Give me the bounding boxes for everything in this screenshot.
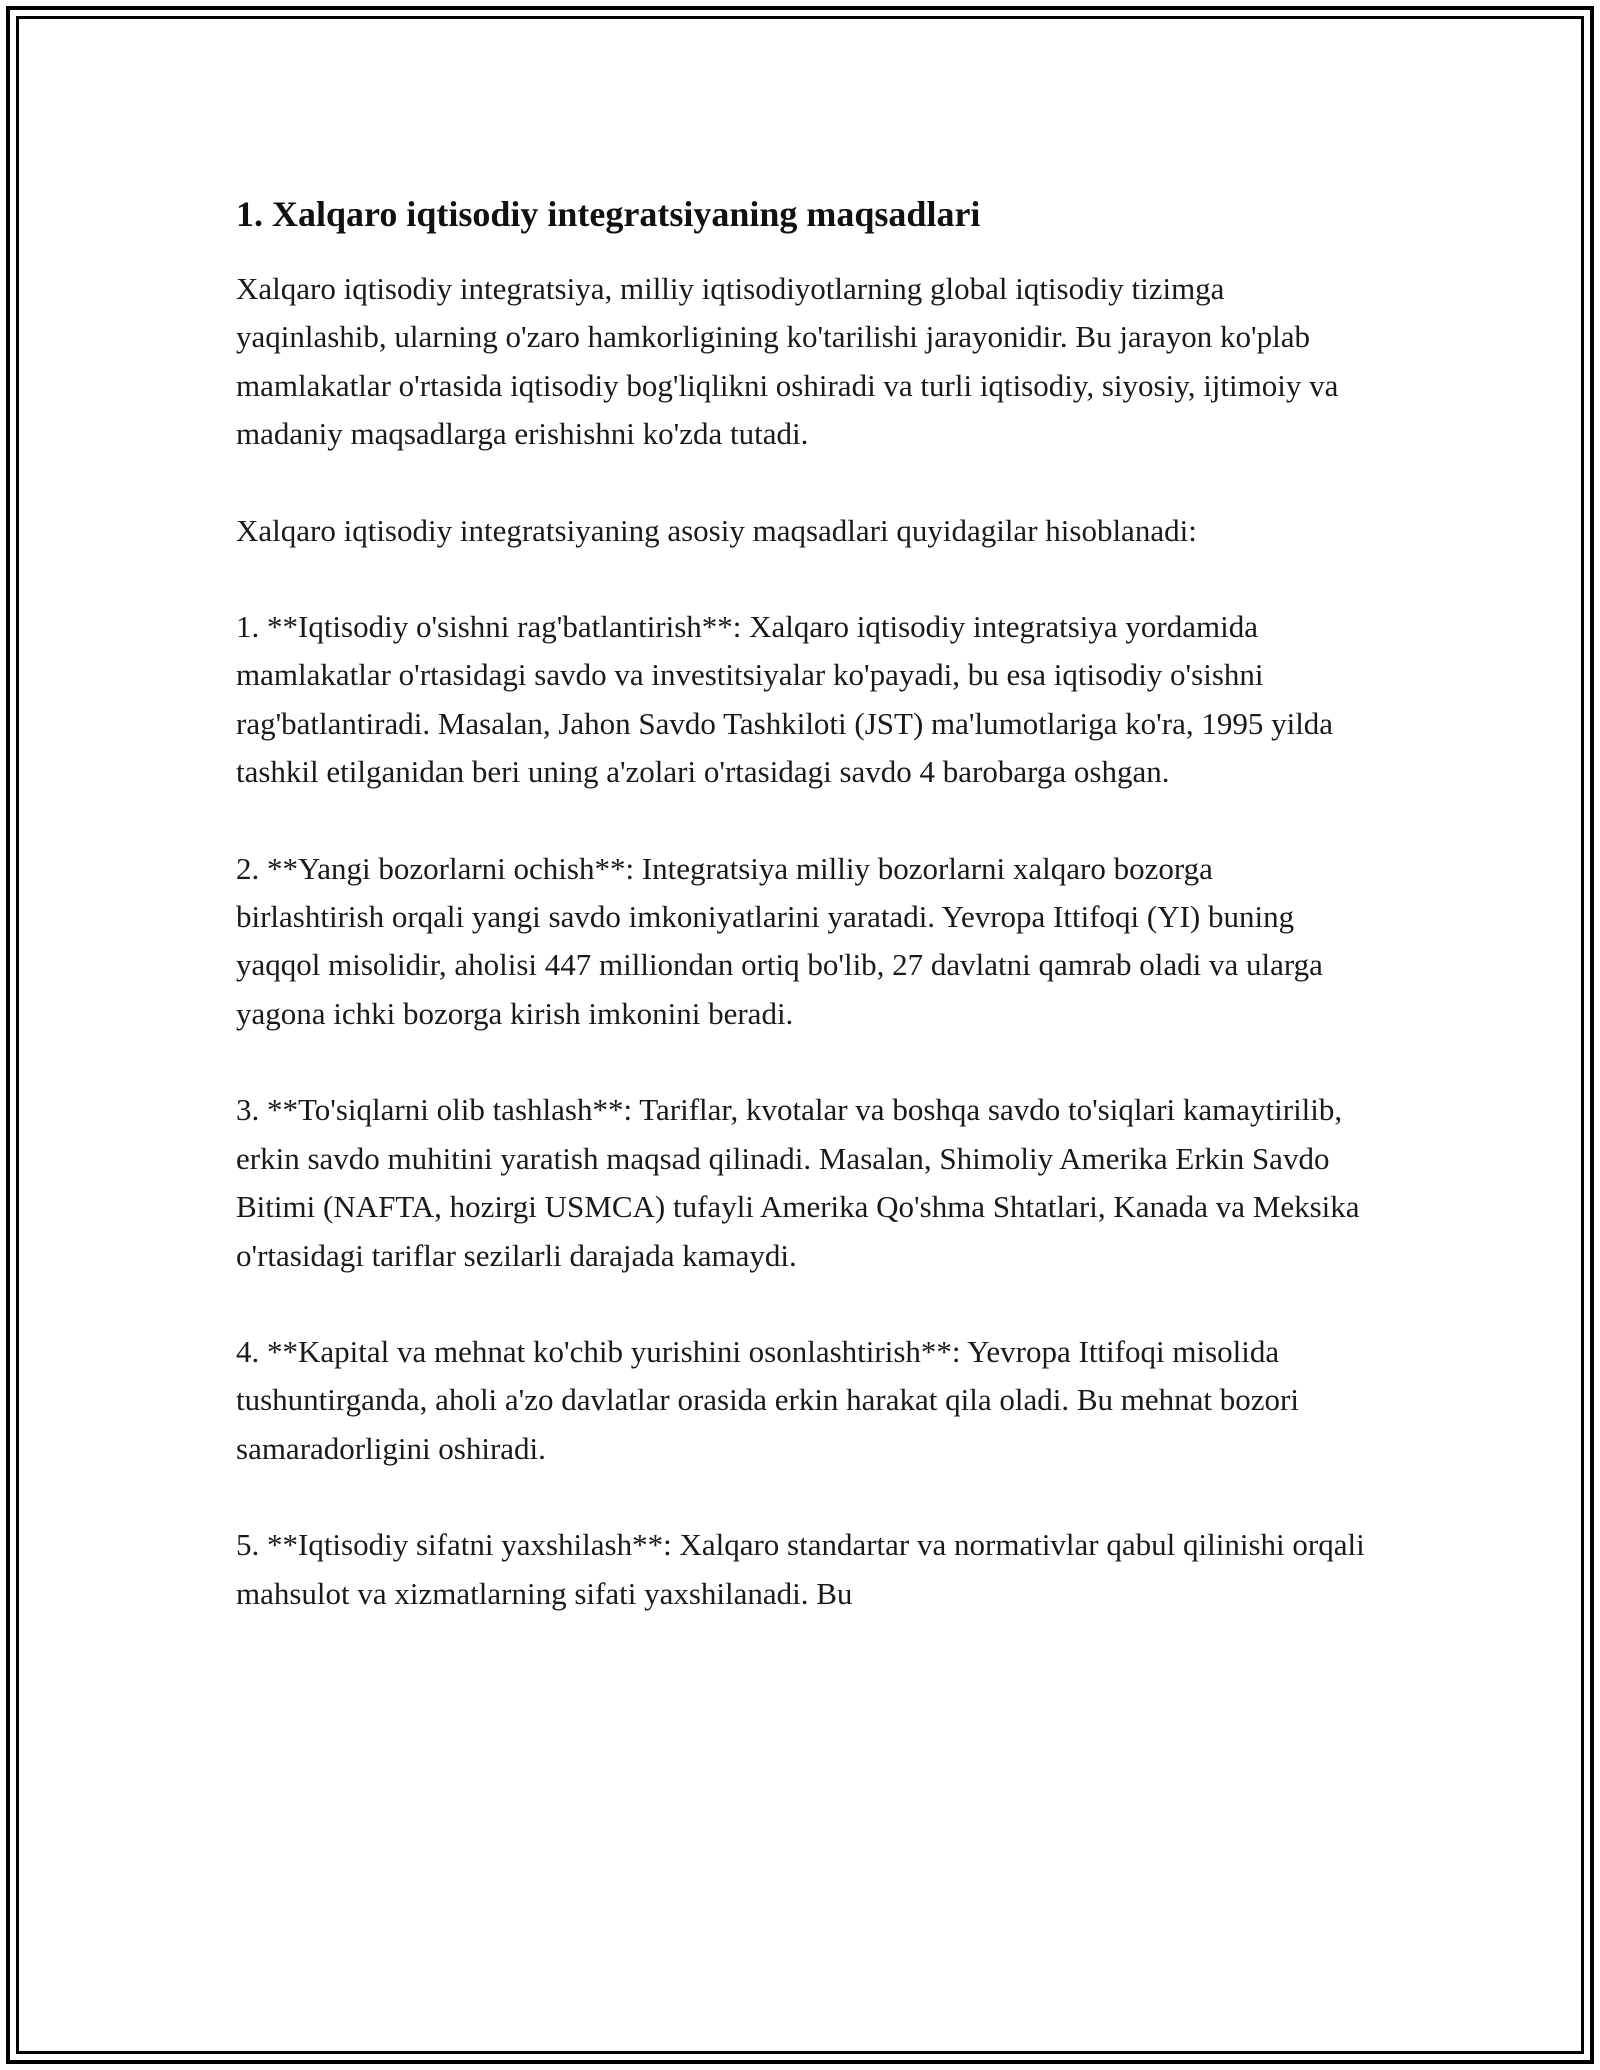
goals-lead-paragraph: Xalqaro iqtisodiy integratsiyaning asosiy maqsadlari quyidagilar hisoblanadi: [236, 512, 1197, 548]
intro-paragraph: Xalqaro iqtisodiy integratsiya, milliy iqtisodiyotlarning global iqtisodiy tizimga yaqinlashib, ularning o'zaro hamkorligining ko'tarilishi jarayonidir. Bu jarayon ko'plab mamlakatlar o'rtasida iqtisodiy bog'liqlikni oshiradi va turli iqtisodiy, siyosiy, ijtimoiy va madaniy maqsadlarga erishishni ko'zda tutadi. [236, 271, 1347, 452]
goal-item-3: 3. **To'siqlarni olib tashlash**: Tariflar, kvotalar va boshqa savdo to'siqlari kamaytirilib, erkin savdo muhitini yaratish maqsad qilinadi. Masalan, Shimoliy Amerika Erkin Savdo Bitimi (NAFTA, hozirgi USMCA) tufayli Amerika Qo'shma Shtatlari, Kanada va Meksika o'rtasidagi tariflar sezilarli darajada kamaydi. [236, 1092, 1368, 1273]
goal-item-2: 2. **Yangi bozorlarni ochish**: Integratsiya milliy bozorlarni xalqaro bozorga birlashtirish orqali yangi savdo imkoniyatlarini yaratadi. Yevropa Ittifoqi (YI) buning yaqqol misolidir, aholisi 447 milliondan ortiq bo'lib, 27 davlatni qamrab oladi va ularga yagona ichki bozorga kirish imkonini beradi. [236, 850, 1331, 1031]
section-heading: 1. Xalqaro iqtisodiy integratsiyaning maqsadlari [236, 194, 981, 234]
document-body [236, 188, 1373, 1666]
goal-item-1: 1. **Iqtisodiy o'sishni rag'batlantirish**: Xalqaro iqtisodiy integratsiya yordamida mamlakatlar o'rtasidagi savdo va investitsiyalar ko'payadi, bu esa iqtisodiy o'sishni rag'batlantiradi. Masalan, Jahon Savdo Tashkiloti (JST) ma'lumotlariga ko'ra, 1995 yilda tashkil etilganidan beri uning a'zolari o'rtasidagi savdo 4 barobarga oshgan. [236, 609, 1341, 790]
goal-item-5: 5. **Iqtisodiy sifatni yaxshilash**: Xalqaro standartar va normativlar qabul qilinishi orqali mahsulot va xizmatlarning sifati yaxshilanadi. Bu [236, 1527, 1373, 1611]
goal-item-4: 4. **Kapital va mehnat ko'chib yurishini osonlashtirish**: Yevropa Ittifoqi misolida tushuntirganda, aholi a'zo davlatlar orasida erkin harakat qila oladi. Bu mehnat bozori samaradorligini oshiradi. [236, 1333, 1307, 1466]
